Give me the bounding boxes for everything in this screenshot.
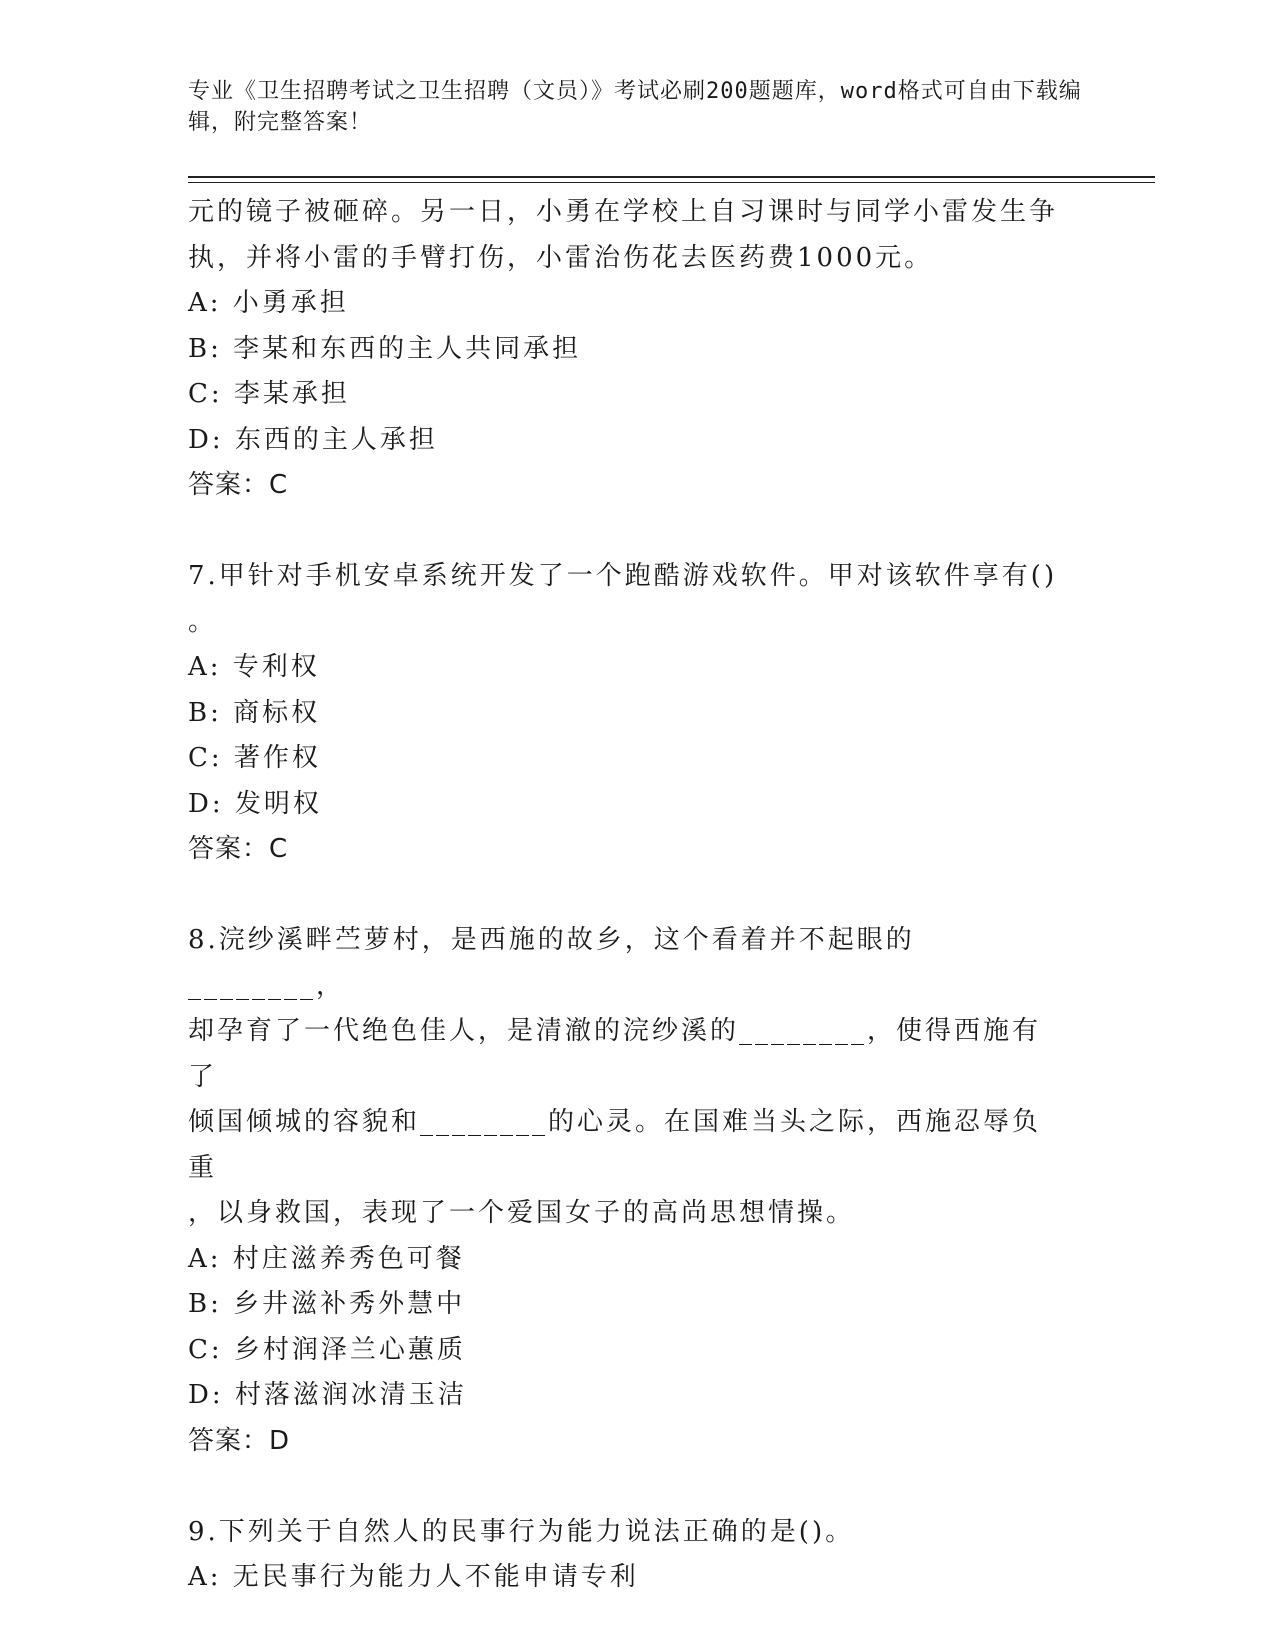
- question-8-text-line: 8.浣纱溪畔苎萝村，是西施的故乡，这个看着并不起眼的________，: [188, 925, 915, 1001]
- question-8-text-line: 却孕育了一代绝色佳人，是清澈的浣纱溪的________，使得西施有了: [188, 1016, 1042, 1092]
- page-header-title: 专业《卫生招聘考试之卫生招聘（文员）》考试必刷200题题库，word格式可自由下载编辑，附完整答案！: [188, 79, 1082, 135]
- question-6-text-line: 执，并将小雷的手臂打伤，小雷治伤花去医药费1000元。: [188, 242, 934, 273]
- question-8-option-c: C: 乡村润泽兰心蕙质: [188, 1334, 466, 1365]
- question-7-text-line: 。: [188, 606, 218, 637]
- question-6-option-a: A: 小勇承担: [188, 288, 349, 318]
- question-9-option-a: A: 无民事行为能力人不能申请专利: [188, 1562, 639, 1592]
- question-7-text-line: 7.甲针对手机安卓系统开发了一个跑酷游戏软件。甲对该软件享有(): [188, 561, 1058, 591]
- question-8-option-b: B: 乡井滋补秀外慧中: [188, 1289, 466, 1319]
- question-8-answer: 答案：D: [188, 1425, 291, 1456]
- header-divider-thin: [188, 182, 1155, 183]
- question-6-option-c: C: 李某承担: [188, 379, 350, 409]
- question-6-text-line: 元的镜子被砸碎。另一日，小勇在学校上自习课时与同学小雷发生争: [188, 197, 1059, 227]
- question-8-text-line: 倾国倾城的容貌和________的心灵。在国难当头之际，西施忍辱负重: [188, 1107, 1042, 1183]
- question-8-option-a: A: 村庄滋养秀色可餐: [188, 1243, 465, 1274]
- question-6-answer: 答案：C: [188, 470, 289, 500]
- question-content: [188, 190, 1068, 1601]
- spacer: [188, 509, 1068, 555]
- question-9-text-line: 9.下列关于自然人的民事行为能力说法正确的是()。: [188, 1516, 855, 1547]
- header-divider-thick: [188, 176, 1155, 178]
- question-7-option-a: A: 专利权: [188, 652, 320, 682]
- question-8-option-d: D: 村落滋润冰清玉洁: [188, 1380, 467, 1410]
- question-7-option-c: C: 著作权: [188, 743, 321, 773]
- question-6-option-b: B: 李某和东西的主人共同承担: [188, 333, 582, 364]
- question-8-text-line: ，以身救国，表现了一个爱国女子的高尚思想情操。: [188, 1198, 856, 1228]
- spacer: [188, 873, 1068, 919]
- question-7-option-d: D: 发明权: [188, 788, 322, 819]
- question-6-option-d: D: 东西的主人承担: [188, 424, 438, 455]
- question-7-answer: 答案：C: [188, 834, 289, 864]
- spacer: [188, 1464, 1068, 1510]
- question-7-option-b: B: 商标权: [188, 697, 321, 728]
